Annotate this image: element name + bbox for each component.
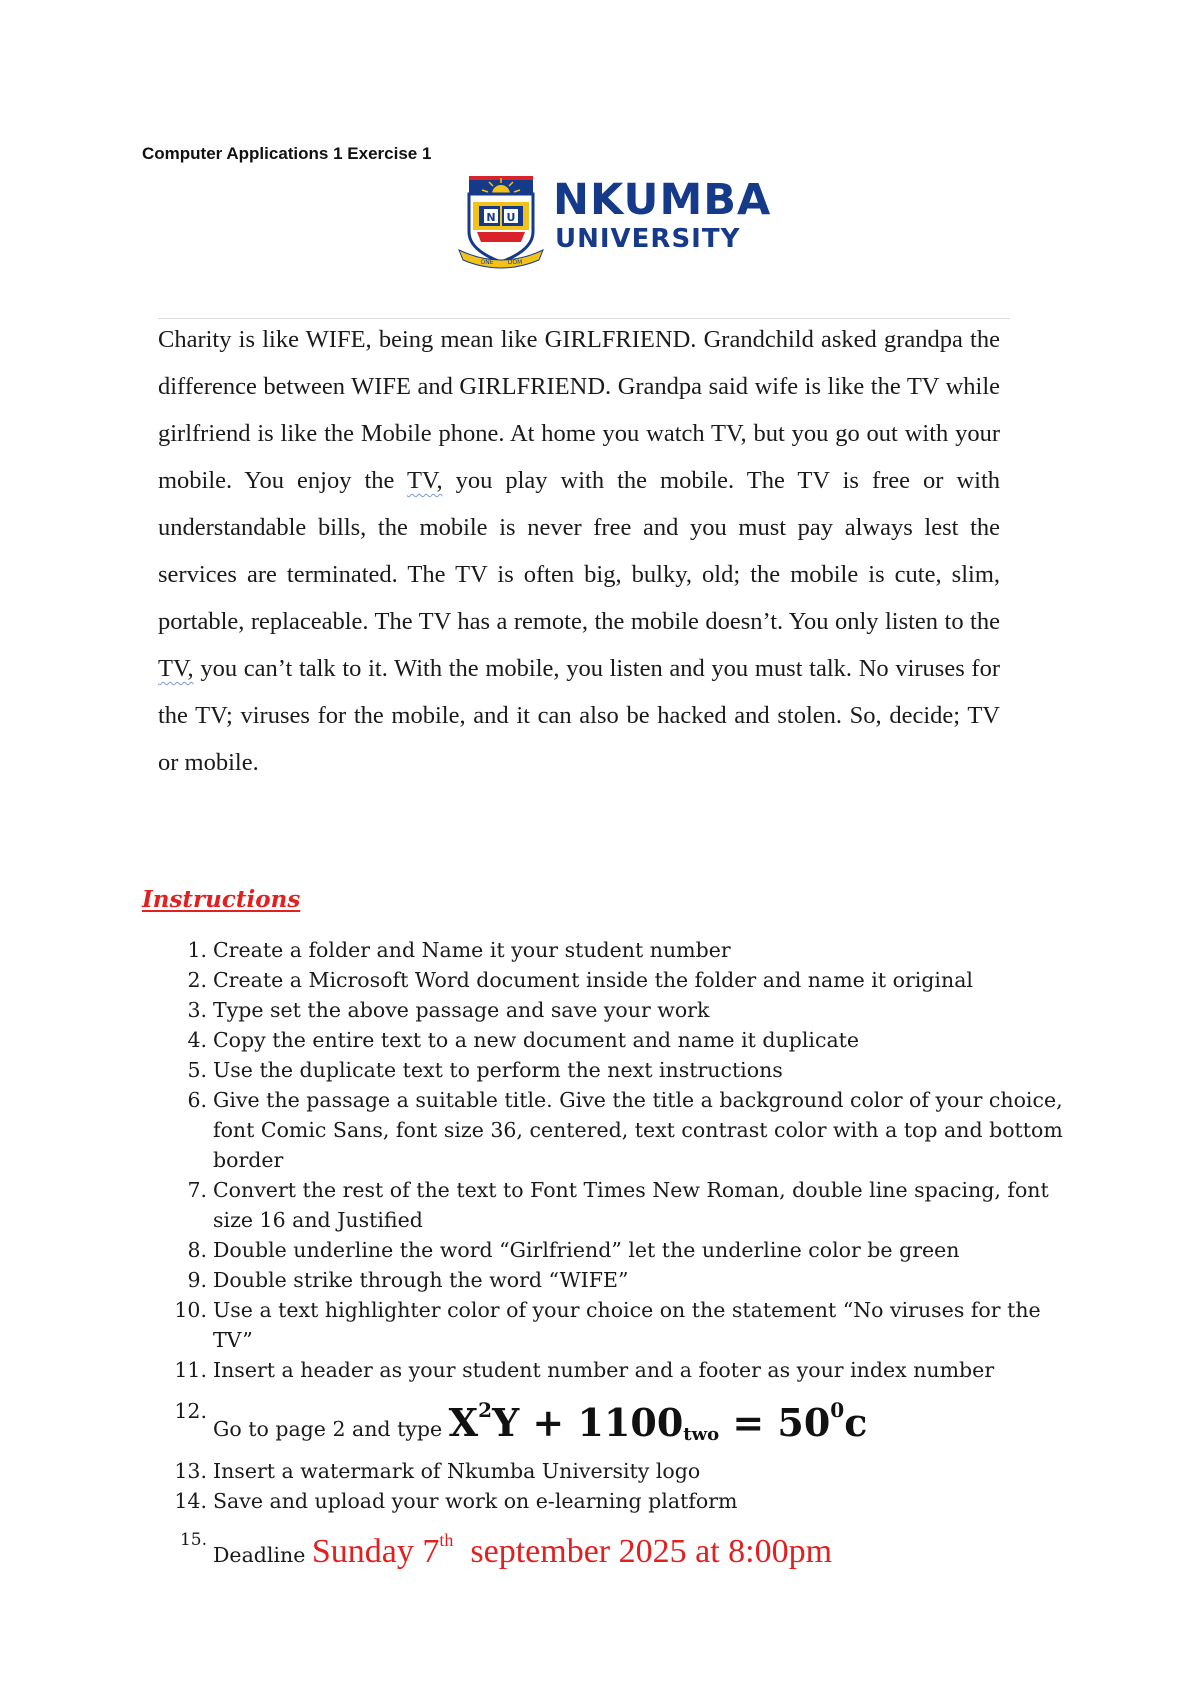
list-item — [170, 1265, 1070, 1295]
item-number: 4. — [187, 1028, 207, 1052]
item-text: Double underline the word “Girlfriend” let the underline color be green — [213, 1238, 960, 1262]
item-number: 10. — [174, 1298, 207, 1322]
item-number: 3. — [187, 998, 207, 1022]
logo-name-line-2: UNIVERSITY — [555, 224, 741, 254]
item-number: 8. — [187, 1238, 207, 1262]
list-item — [170, 1025, 1070, 1055]
item-number: 15. — [179, 1530, 207, 1550]
list-item — [170, 1235, 1070, 1265]
passage-segment: Charity is like WIFE, being mean like GIRLFRIEND. Grandchild asked grandpa the difference between WIFE and GIRLFRIEND. Grandpa said wife is like the TV while girlfriend is like the Mobile phone. At home you watch TV, but you go out with your mobile. You enjoy the — [158, 326, 1000, 494]
equation-equals: = 50 — [719, 1400, 831, 1445]
item-text: Create a Microsoft Word document inside the folder and name it original — [213, 968, 973, 992]
list-item — [170, 1456, 1070, 1486]
item-text: Copy the entire text to a new document and name it duplicate — [213, 1028, 860, 1052]
nkumba-university-logo — [455, 172, 772, 276]
item-number: 2. — [187, 968, 207, 992]
item-number: 14. — [174, 1489, 207, 1513]
item-text: Type set the above passage and save your work — [213, 998, 710, 1022]
list-item — [170, 935, 1070, 965]
item-text: Give the passage a suitable title. Give the title a background color of your choice, font Comic Sans, font size 36, centered, text contrast color with a top and bottom border — [213, 1088, 1063, 1172]
svg-text:N: N — [486, 211, 496, 224]
svg-text:ONE: ONE — [480, 259, 494, 266]
list-item — [170, 1486, 1070, 1516]
spellcheck-marked-word: TV, — [406, 467, 443, 494]
item-text: Convert the rest of the text to Font Times New Roman, double line spacing, font size 16 and Justified — [213, 1178, 1049, 1232]
item-text: Save and upload your work on e-learning platform — [213, 1489, 738, 1513]
deadline-date — [311, 1530, 833, 1570]
list-item-equation — [170, 1389, 1070, 1456]
list-item-deadline — [170, 1520, 1070, 1575]
list-item — [170, 1295, 1070, 1355]
item-number: 12. — [174, 1399, 207, 1423]
instructions-list — [170, 935, 1070, 1575]
item-number: 11. — [174, 1358, 207, 1382]
list-item — [170, 995, 1070, 1025]
passage-segment: you play with the mobile. The TV is free or with understandable bills, the mobile is never free and you must pay always lest the services are terminated. The TV is often big, bulky, old; the mobile is cute, slim, portable, replaceable. The TV has a remote, the mobile doesn’t. You only listen to the — [158, 467, 1000, 635]
item-text: Insert a header as your student number and a footer as your index number — [213, 1358, 995, 1382]
list-item — [170, 1085, 1070, 1175]
deadline-rest: september 2025 at 8:00pm — [453, 1533, 833, 1570]
list-item — [170, 1175, 1070, 1235]
passage-text — [158, 316, 1000, 786]
equation-base: two — [683, 1424, 720, 1445]
equation-y-plus: Y + 1100 — [492, 1400, 684, 1445]
item-number: 9. — [187, 1268, 207, 1292]
svg-text:DOM: DOM — [507, 259, 523, 266]
item-text: Use a text highlighter color of your choice on the statement “No viruses for the TV” — [213, 1298, 1041, 1352]
equation-exponent: 2 — [478, 1398, 493, 1422]
item-text: Create a folder and Name it your student number — [213, 938, 731, 962]
item-text: Insert a watermark of Nkumba University logo — [213, 1459, 701, 1483]
logo-name-line-1: NKUMBA — [553, 175, 772, 225]
passage-segment: you can’t talk to it. With the mobile, you listen and you must talk. No viruses for the TV; viruses for the mobile, and it can also be hacked and stolen. So, decide; TV or mobile. — [158, 655, 1000, 776]
shield-letters — [455, 172, 547, 276]
item-text: Go to page 2 and type — [213, 1417, 449, 1441]
item-text: Use the duplicate text to perform the next instructions — [213, 1058, 783, 1082]
instructions-title: Instructions — [142, 886, 301, 913]
list-item — [170, 965, 1070, 995]
deadline-ordinal-suffix: th — [439, 1530, 454, 1550]
equation-unit: c — [844, 1400, 868, 1445]
deadline-day: Sunday 7 — [311, 1533, 440, 1570]
list-item — [170, 1055, 1070, 1085]
document-heading: Computer Applications 1 Exercise 1 — [142, 144, 432, 163]
item-text: Double strike through the word “WIFE” — [213, 1268, 629, 1292]
svg-text:U: U — [506, 211, 516, 224]
item-text: Deadline — [213, 1543, 312, 1567]
item-number: 5. — [187, 1058, 207, 1082]
list-item — [170, 1355, 1070, 1385]
item-number: 1. — [187, 938, 207, 962]
item-number: 13. — [174, 1459, 207, 1483]
equation-degree: 0 — [830, 1398, 845, 1422]
item-number: 6. — [187, 1088, 207, 1112]
item-number: 7. — [187, 1178, 207, 1202]
equation — [449, 1400, 868, 1445]
equation-x: X — [448, 1400, 479, 1445]
spellcheck-marked-word: TV, — [158, 655, 194, 682]
